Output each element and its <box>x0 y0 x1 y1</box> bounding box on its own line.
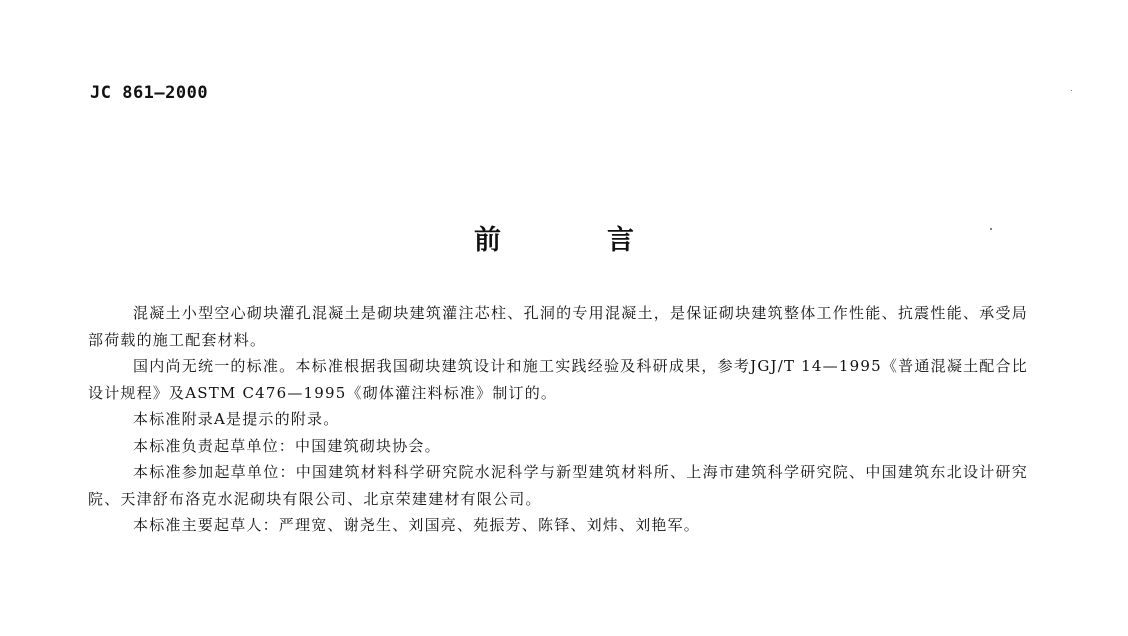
scan-speck <box>990 228 992 230</box>
section-title-char-2: 言 <box>607 225 634 256</box>
scan-speck <box>1071 90 1072 91</box>
paragraph-drafters: 本标准主要起草人：严理宽、谢尧生、刘国亮、苑振芳、陈铎、刘炜、刘艳军。 <box>133 516 701 534</box>
standard-code: JC 861—2000 <box>90 83 209 103</box>
body-text <box>88 300 1028 539</box>
section-title-char-1: 前 <box>474 225 501 256</box>
paragraph-basis: 国内尚无统一的标准。本标准根据我国砌块建筑设计和施工实践经验及科研成果，参考JGJ/T 14—1995《普通混凝土配合比设计规程》及ASTM C476—1995《砌体灌注料标准》制订的。 <box>88 357 1028 402</box>
paragraph-intro: 混凝土小型空心砌块灌孔混凝土是砌块建筑灌注芯柱、孔洞的专用混凝土，是保证砌块建筑整体工作性能、抗震性能、承受局部荷载的施工配套材料。 <box>88 304 1028 349</box>
paragraph-responsible-unit: 本标准负责起草单位：中国建筑砌块协会。 <box>133 436 441 455</box>
paragraph-participating-units: 本标准参加起草单位：中国建筑材料科学研究院水泥科学与新型建筑材料所、上海市建筑科学研究院、中国建筑东北设计研究院、天津舒布洛克水泥砌块有限公司、北京荣建建材有限公司。 <box>88 463 1028 508</box>
paragraph-appendix: 本标准附录A是提示的附录。 <box>133 410 340 428</box>
section-title <box>474 218 634 257</box>
